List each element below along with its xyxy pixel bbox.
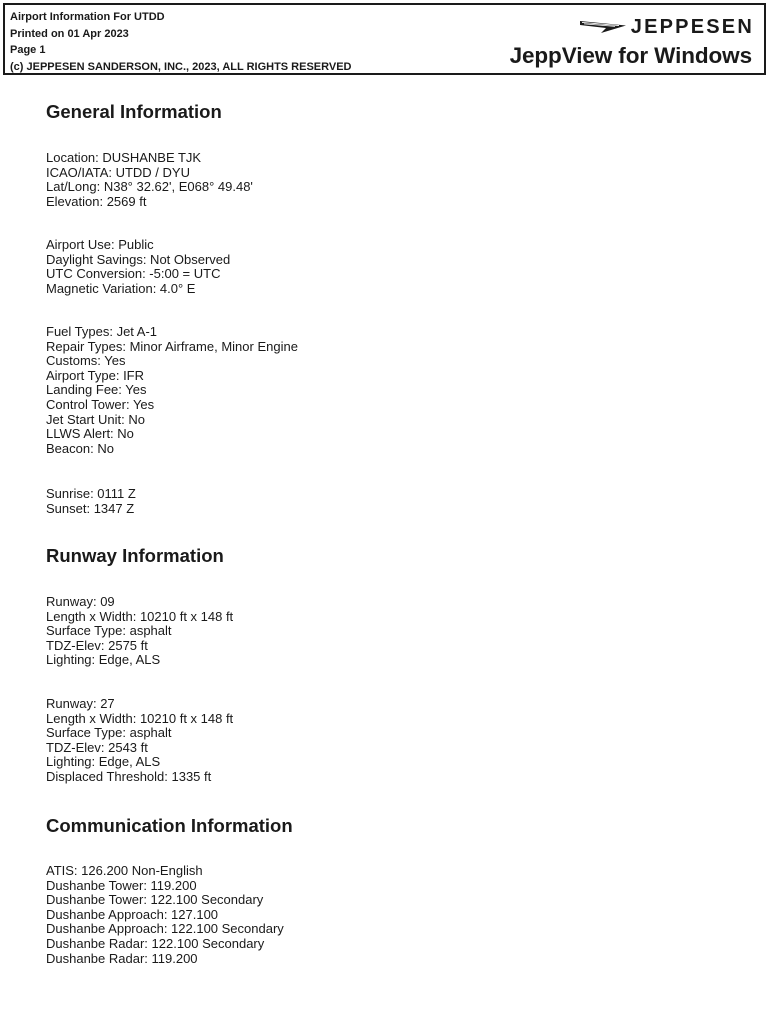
runway-09-group <box>46 595 233 668</box>
runway-27-group <box>46 697 233 785</box>
section-title-communication: Communication Information <box>46 815 293 836</box>
section-title-general: General Information <box>46 101 222 122</box>
info-line: Dushanbe Tower: 119.200 <box>46 877 197 893</box>
general-location-group <box>46 151 253 209</box>
info-line: LLWS Alert: No <box>46 426 134 442</box>
info-line: Runway: 09 <box>46 594 115 609</box>
page-number: Page 1 <box>10 44 46 56</box>
info-line: Lighting: Edge, ALS <box>46 652 161 668</box>
info-line: Location: DUSHANBE TJK <box>46 150 202 165</box>
print-info <box>10 9 352 75</box>
communication-frequencies-group <box>46 864 284 966</box>
info-line: Sunset: 1347 Z <box>46 500 135 516</box>
info-line: Magnetic Variation: 4.0° E <box>46 280 196 296</box>
info-line: Landing Fee: Yes <box>46 382 147 398</box>
info-line: TDZ-Elev: 2575 ft <box>46 637 148 653</box>
jeppesen-logo <box>579 16 754 38</box>
info-line: Surface Type: asphalt <box>46 623 172 639</box>
info-line: Airport Use: Public <box>46 237 154 252</box>
product-name: JeppView for Windows <box>509 43 752 68</box>
copyright-notice: (c) JEPPESEN SANDERSON, INC., 2023, ALL RIGHTS RESERVED <box>10 60 352 73</box>
info-line: Dushanbe Radar: 119.200 <box>46 950 198 966</box>
info-line: Dushanbe Tower: 122.100 Secondary <box>46 892 264 908</box>
jeppesen-wing-icon <box>579 19 627 35</box>
info-line: Jet Start Unit: No <box>46 411 145 427</box>
info-line: Surface Type: asphalt <box>46 725 172 741</box>
info-line: Length x Width: 10210 ft x 148 ft <box>46 608 234 624</box>
info-line: ICAO/IATA: UTDD / DYU <box>46 164 190 180</box>
info-line: Sunrise: 0111 Z <box>46 486 136 501</box>
info-line: Dushanbe Approach: 122.100 Secondary <box>46 921 284 937</box>
general-services-group <box>46 325 298 456</box>
info-line: Airport Type: IFR <box>46 367 145 383</box>
print-date: Printed on 01 Apr 2023 <box>10 27 129 40</box>
info-line: Displaced Threshold: 1335 ft <box>46 768 212 784</box>
info-line: Dushanbe Radar: 122.100 Secondary <box>46 935 265 951</box>
info-line: Customs: Yes <box>46 353 126 369</box>
info-line: Dushanbe Approach: 127.100 <box>46 906 219 922</box>
info-line: Beacon: No <box>46 440 114 456</box>
info-line: Elevation: 2569 ft <box>46 193 147 209</box>
section-title-runway: Runway Information <box>46 545 224 566</box>
info-line: TDZ-Elev: 2543 ft <box>46 739 148 755</box>
info-line: Daylight Savings: Not Observed <box>46 251 231 267</box>
info-line: Control Tower: Yes <box>46 396 155 412</box>
info-line: Lighting: Edge, ALS <box>46 754 161 770</box>
info-line: ATIS: 126.200 Non-English <box>46 863 203 878</box>
info-line: UTC Conversion: -5:00 = UTC <box>46 266 221 282</box>
print-header <box>3 3 766 75</box>
info-line: Length x Width: 10210 ft x 148 ft <box>46 710 234 726</box>
logo-text: JEPPESEN <box>630 16 754 38</box>
info-line: Repair Types: Minor Airframe, Minor Engine <box>46 338 298 354</box>
info-line: Runway: 27 <box>46 696 115 711</box>
info-line: Lat/Long: N38° 32.62', E068° 49.48' <box>46 179 253 195</box>
info-line: Fuel Types: Jet A-1 <box>46 324 158 339</box>
general-usage-group <box>46 238 230 296</box>
general-sun-group <box>46 487 136 516</box>
document-title: Airport Information For UTDD <box>10 11 165 23</box>
